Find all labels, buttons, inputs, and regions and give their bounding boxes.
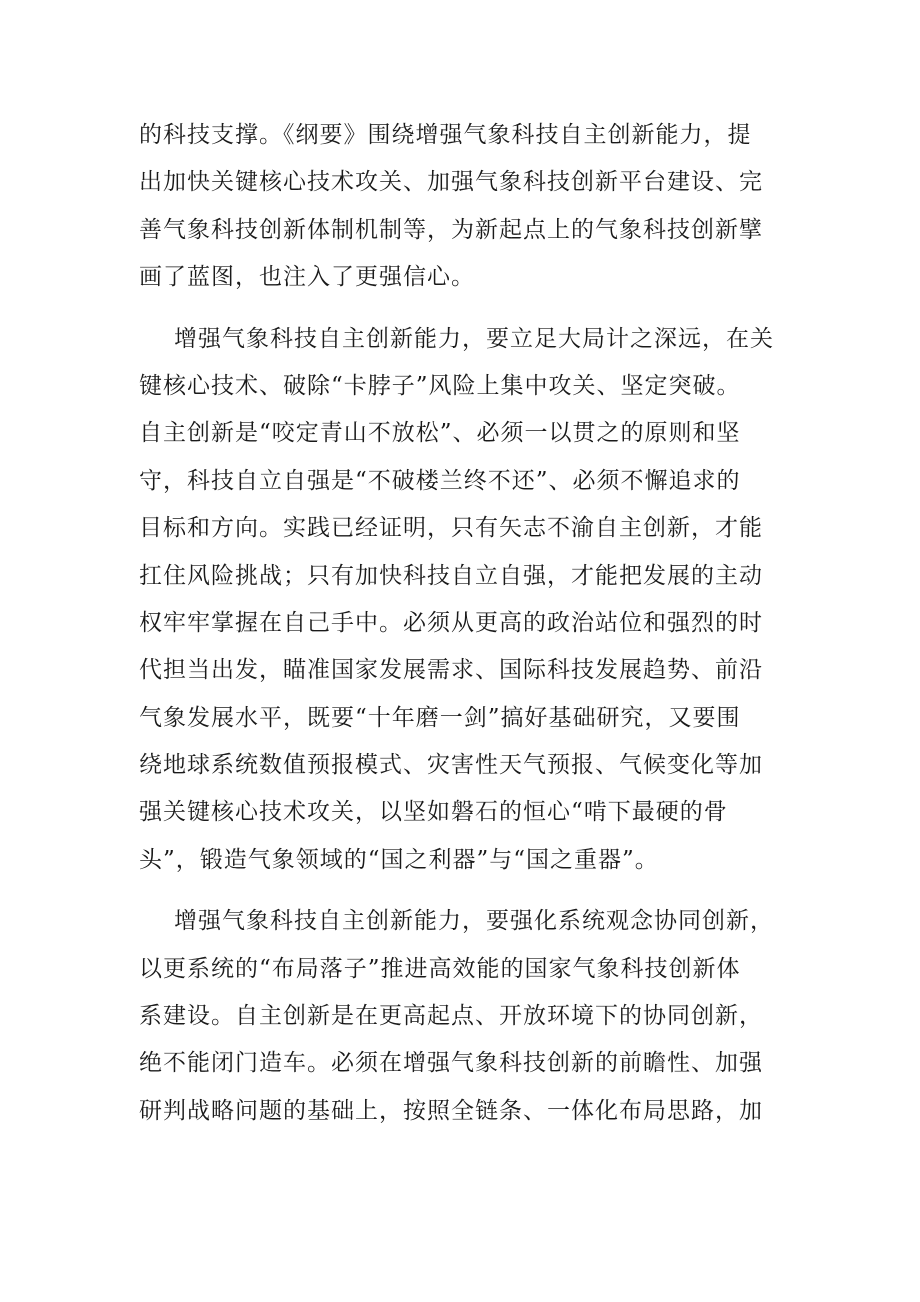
text-line: 气象发展水平，既要“十年磨一剑”搞好基础研究，又要围: [139, 704, 741, 731]
paragraph-3: [139, 898, 784, 1135]
text-line: 善气象科技创新体制机制等，为新起点上的气象科技创新擘: [139, 216, 763, 243]
text-line: 以更系统的“布局落子”推进高效能的国家气象科技创新体: [139, 955, 741, 982]
paragraph-1: [139, 112, 784, 302]
text-line: 键核心技术、破除“卡脖子”风险上集中攻关、坚定突破。: [139, 372, 741, 399]
text-line: 强关键核心技术攻关，以坚如磐石的恒心“啃下最硬的骨: [139, 799, 728, 826]
text-line: 增强气象科技自主创新能力，要立足大局计之深远，在关: [174, 325, 774, 352]
text-line: 守，科技自立自强是“不破楼兰终不还”、必须不懈追求的: [139, 467, 741, 494]
paragraph-gap: [139, 302, 784, 316]
text-line: 扛住风险挑战；只有加快科技自立自强，才能把发展的主动: [139, 562, 763, 589]
text-line: 画了蓝图，也注入了更强信心。: [139, 264, 475, 291]
paragraph-2: [139, 316, 784, 885]
text-line: 出加快关键核心技术攻关、加强气象科技创新平台建设、完: [139, 169, 763, 196]
text-line: 增强气象科技自主创新能力，要强化系统观念协同创新，: [174, 908, 774, 935]
text-line: 权牢牢掌握在自己手中。必须从更高的政治站位和强烈的时: [139, 609, 763, 636]
text-line: 研判战略问题的基础上，按照全链条、一体化布局思路，加: [139, 1097, 763, 1124]
text-line: 系建设。自主创新是在更高起点、开放环境下的协同创新，: [139, 1003, 763, 1030]
text-line: 绕地球系统数值预报模式、灾害性天气预报、气候变化等加: [139, 752, 763, 779]
text-line: 头”，锻造气象领域的“国之利器”与“国之重器”。: [139, 846, 659, 873]
paragraph-gap: [139, 884, 784, 898]
text-line: 代担当出发，瞄准国家发展需求、国际科技发展趋势、前沿: [139, 657, 763, 684]
text-line: 的科技支撑。《纲要》围绕增强气象科技自主创新能力，提: [139, 122, 752, 148]
text-line: 自主创新是“咬定青山不放松”、必须一以贯之的原则和坚: [139, 420, 741, 447]
text-line: 目标和方向。实践已经证明，只有矢志不渝自主创新，才能: [139, 515, 763, 542]
document-body: [139, 112, 784, 1135]
text-line: 绝不能闭门造车。必须在增强气象科技创新的前瞻性、加强: [139, 1050, 763, 1077]
